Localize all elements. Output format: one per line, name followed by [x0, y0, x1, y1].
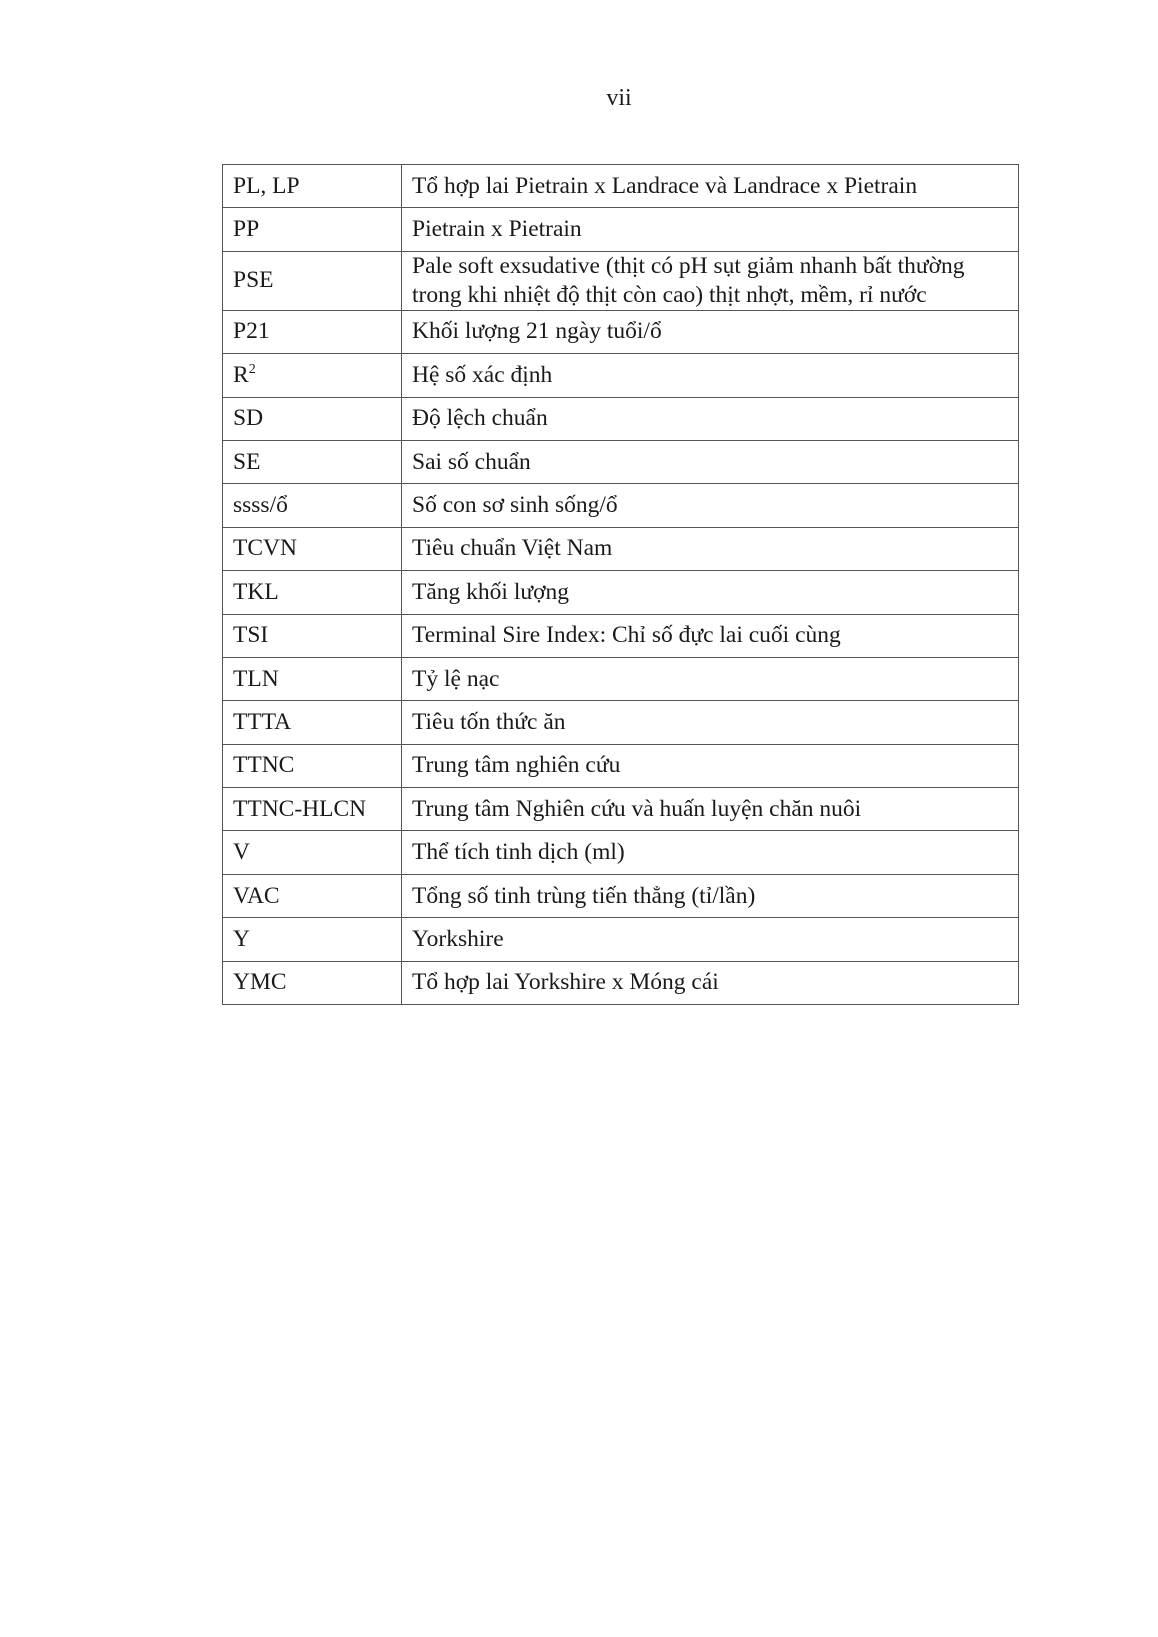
table-row: [223, 657, 1019, 700]
definition-cell: Tổ hợp lai Yorkshire x Móng cái: [402, 961, 1019, 1004]
definition-cell: Pale soft exsudative (thịt có pH sụt giảm nhanh bất thường trong khi nhiệt độ thịt còn cao) thịt nhợt, mềm, rỉ nước: [402, 251, 1019, 310]
table-row: [223, 831, 1019, 874]
abbreviation-cell: TCVN: [223, 527, 402, 570]
table-row: [223, 310, 1019, 353]
definition-cell: Khối lượng 21 ngày tuổi/ổ: [402, 310, 1019, 353]
definition-cell: Tiêu tốn thức ăn: [402, 701, 1019, 744]
definition-cell: Tổng số tinh trùng tiến thẳng (tỉ/lần): [402, 874, 1019, 917]
abbreviation-cell: TKL: [223, 571, 402, 614]
abbreviation-cell: SE: [223, 440, 402, 483]
table-row: [223, 744, 1019, 787]
definition-cell: Yorkshire: [402, 918, 1019, 961]
table-row: [223, 701, 1019, 744]
abbreviation-cell: TSI: [223, 614, 402, 657]
definition-cell: Tổ hợp lai Pietrain x Landrace và Landrace x Pietrain: [402, 165, 1019, 208]
table-row: [223, 961, 1019, 1004]
abbreviation-cell: TTNC: [223, 744, 402, 787]
definition-cell: Hệ số xác định: [402, 354, 1019, 397]
table-row: [223, 918, 1019, 961]
table-row: [223, 484, 1019, 527]
table-row: [223, 165, 1019, 208]
page-number: vii: [606, 85, 632, 111]
abbreviation-table: [222, 164, 1019, 1005]
definition-cell: Sai số chuẩn: [402, 440, 1019, 483]
table-row: [223, 571, 1019, 614]
table-row: [223, 788, 1019, 831]
definition-cell: Độ lệch chuẩn: [402, 397, 1019, 440]
table-row: [223, 397, 1019, 440]
abbreviation-cell: V: [223, 831, 402, 874]
abbreviation-cell: TTTA: [223, 701, 402, 744]
abbreviation-superscript: 2: [248, 361, 256, 377]
abbreviation-cell: Y: [223, 918, 402, 961]
table-row: [223, 440, 1019, 483]
definition-cell: Pietrain x Pietrain: [402, 208, 1019, 251]
definition-cell: Tỷ lệ nạc: [402, 657, 1019, 700]
definition-cell: Số con sơ sinh sống/ổ: [402, 484, 1019, 527]
table-row: [223, 208, 1019, 251]
abbreviation-cell: ssss/ổ: [223, 484, 402, 527]
abbreviation-cell: PL, LP: [223, 165, 402, 208]
abbreviation-cell: TLN: [223, 657, 402, 700]
definition-cell: Tiêu chuẩn Việt Nam: [402, 527, 1019, 570]
table-row: [223, 527, 1019, 570]
abbreviation-cell: PSE: [223, 251, 402, 310]
definition-cell: Thể tích tinh dịch (ml): [402, 831, 1019, 874]
definition-cell: Terminal Sire Index: Chỉ số đực lai cuối cùng: [402, 614, 1019, 657]
abbreviation-cell: PP: [223, 208, 402, 251]
abbreviation-cell: TTNC-HLCN: [223, 788, 402, 831]
abbreviation-cell: P21: [223, 310, 402, 353]
table-row: [223, 354, 1019, 397]
abbreviation-cell: YMC: [223, 961, 402, 1004]
abbreviation-cell: VAC: [223, 874, 402, 917]
definition-cell: Trung tâm nghiên cứu: [402, 744, 1019, 787]
table-row: [223, 874, 1019, 917]
table-row: [223, 614, 1019, 657]
definition-cell: Trung tâm Nghiên cứu và huấn luyện chăn nuôi: [402, 788, 1019, 831]
definition-cell: Tăng khối lượng: [402, 571, 1019, 614]
abbreviation-base: R: [233, 361, 249, 388]
abbreviation-cell: [223, 354, 402, 397]
table-row: [223, 251, 1019, 310]
abbreviation-cell: SD: [223, 397, 402, 440]
